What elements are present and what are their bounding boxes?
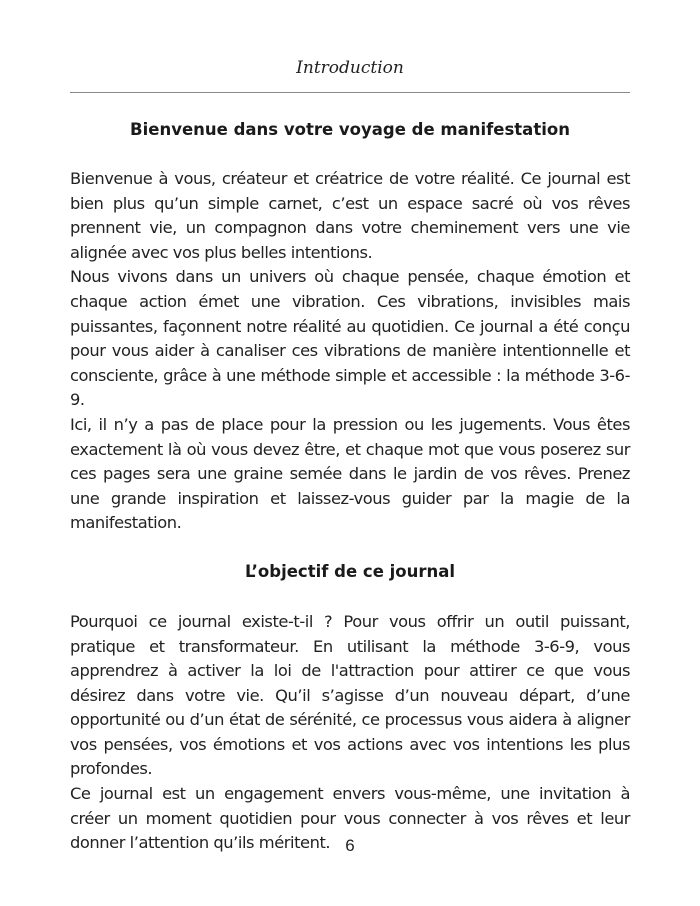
page-content — [70, 118, 630, 856]
paragraph: Pourquoi ce journal existe-t-il ? Pour vous offrir un outil puissant, pratique et transformateur. En utilisant la méthode 3-6-9, vous apprendrez à activer la loi de l'attraction pour attirer ce que vous désirez dans votre vie. Qu’il s’agisse d’un nouveau départ, d’une opportunité ou d’un état de sérénité, ce processus vous aidera à aligner vos pensées, vos émotions et vos actions avec vos intentions les plus profondes. — [70, 611, 630, 779]
section-heading: L’objectif de ce journal — [244, 561, 456, 581]
paragraph: Bienvenue à vous, créateur et créatrice de votre réalité. Ce journal est bien plus qu’un simple carnet, c’est un espace sacré où vos rêves prennent vie, un compagnon dans votre cheminement vers une vie alignée avec vos plus belles intentions. — [70, 169, 630, 262]
running-header: Introduction — [296, 58, 404, 78]
section-objective — [70, 560, 630, 856]
paragraph: Nous vivons dans un univers où chaque pensée, chaque émotion et chaque action émet une vibration. Ces vibrations, invisibles mais puissantes, façonnent notre réalité au quotidien. Ce journal a été conçu pour vous aider à canaliser ces vibrations de manière intentionnelle et consciente, grâce à une méthode simple et accessible : la méthode 3-6-9. — [70, 267, 630, 410]
header-divider — [70, 92, 630, 93]
page-number: 6 — [345, 836, 355, 855]
section-welcome — [70, 118, 630, 536]
section-heading: Bienvenue dans votre voyage de manifestation — [130, 120, 570, 139]
paragraph: Ici, il n’y a pas de place pour la pression ou les jugements. Vous êtes exactement là où vous devez être, et chaque mot que vous poserez sur ces pages sera une graine semée dans le jardin de vos rêves. Prenez une grande inspiration et laissez-vous guider par la magie de la manifestation. — [70, 414, 630, 533]
paragraph: Ce journal est un engagement envers vous-même, une invitation à créer un moment quotidien pour vous connecter à vos rêves et leur donner l’attention qu’ils méritent. — [70, 784, 630, 853]
